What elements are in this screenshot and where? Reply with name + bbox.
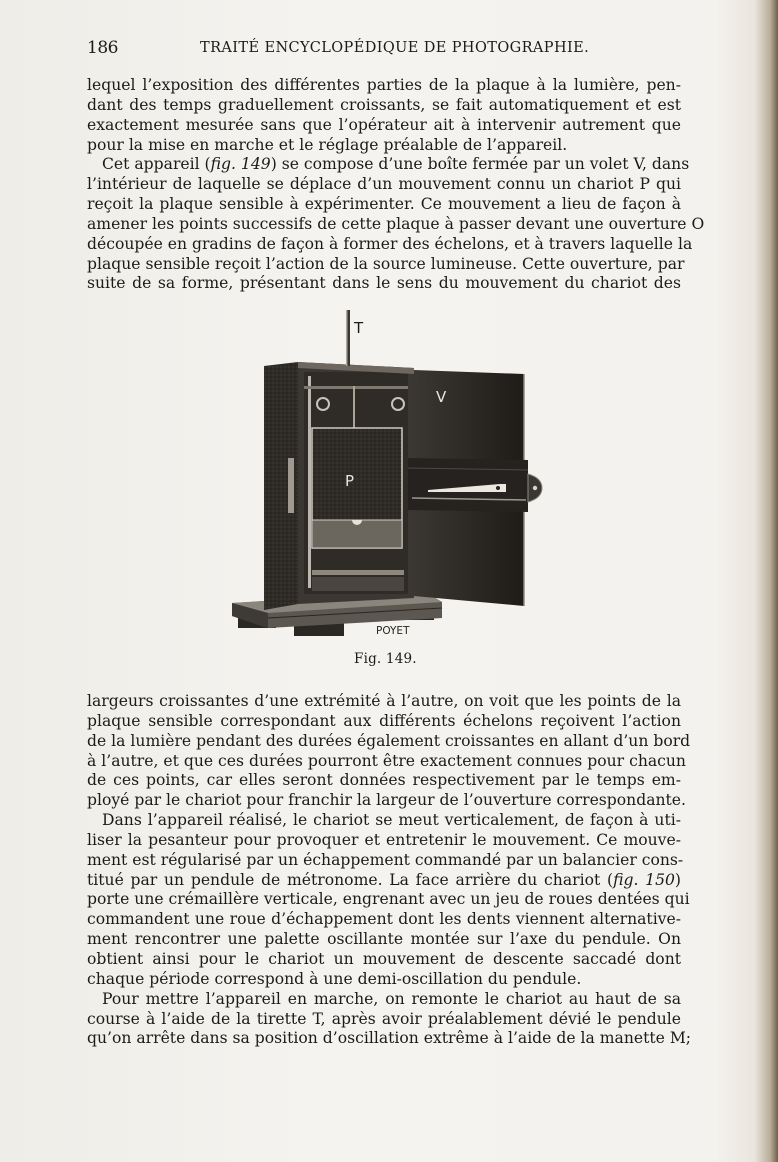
- text-line: à l’autre, et que ces durées pourront être exactement connues pour chacun: [87, 751, 686, 770]
- cabinet-box: [264, 362, 414, 610]
- text-line: pour la mise en marche et le réglage préalable de l’appareil.: [87, 135, 568, 154]
- label-volet: V: [436, 388, 447, 406]
- text-line: [87, 871, 681, 891]
- text-line: [87, 155, 690, 175]
- figure-149-illustration: [228, 298, 548, 643]
- text-line: Dans l’appareil réalisé, le chariot se meut verticalement, de façon à uti-: [102, 811, 681, 830]
- figure-reference: fig. 150: [613, 870, 675, 889]
- tirette-rod: [346, 310, 350, 366]
- text-line: amener les points successifs de cette plaque à passer devant une ouverture O: [87, 214, 705, 233]
- text-line: obtient ainsi pour le chariot un mouvement de descente saccadé dont: [87, 949, 681, 968]
- text-span: titué par un pendule de métronome. La face arrière du chariot (: [87, 870, 614, 889]
- text-line: Pour mettre l’appareil en marche, on remonte le chariot au haut de sa: [102, 989, 681, 1008]
- text-line: qu’on arrête dans sa position d’oscillation extrême à l’aide de la manette M;: [87, 1029, 692, 1048]
- text-line: plaque sensible reçoit l’action de la source lumineuse. Cette ouverture, par: [87, 254, 685, 273]
- text-line: ment rencontrer une palette oscillante montée sur l’axe du pendule. On: [87, 930, 681, 949]
- text-span: Cet appareil (: [102, 155, 211, 174]
- text-line: largeurs croissantes d’une extrémité à l’autre, on voit que les points de la: [87, 692, 681, 710]
- text-line: chaque période correspond à une demi-oscillation du pendule.: [87, 969, 582, 988]
- apparatus-engraving: [228, 298, 548, 643]
- text-line: plaque sensible correspondant aux différents échelons reçoivent l’action: [87, 711, 681, 730]
- door-volet: [408, 370, 542, 606]
- label-chariot: P: [345, 472, 355, 490]
- text-block-top: [87, 76, 705, 294]
- text-line: ment est régularisé par un échappement commandé par un balancier cons-: [87, 850, 684, 869]
- text-line: l’intérieur de laquelle se déplace d’un mouvement connu un chariot P qui: [87, 175, 681, 194]
- figure-caption: Fig. 149.: [354, 651, 417, 667]
- text-line: commandent une roue d’échappement dont les dents viennent alternative-: [87, 910, 681, 929]
- figure-reference: fig. 149: [210, 155, 271, 174]
- text-line: reçoit la plaque sensible à expérimenter. Ce mouvement a lieu de façon à: [87, 195, 681, 214]
- page-number: 186: [87, 38, 118, 58]
- text-line: ployé par le chariot pour franchir la largeur de l’ouverture correspondante.: [87, 791, 686, 810]
- label-tirette: T: [354, 319, 364, 337]
- text-line: dant des temps graduellement croissants, se fait automatiquement et est: [87, 95, 681, 114]
- text-line: exactement mesurée sans que l’opérateur ait à intervenir autrement que: [87, 115, 681, 134]
- text-span: ): [674, 870, 682, 889]
- text-line: de la lumière pendant des durées également croissantes en allant d’un bord: [87, 731, 691, 750]
- text-block-bottom: [87, 692, 692, 1049]
- engraver-signature: POYET: [376, 625, 410, 637]
- text-line: de ces points, car elles seront données respectivement par le temps em-: [87, 771, 681, 790]
- running-title: TRAITÉ ENCYCLOPÉDIQUE DE PHOTOGRAPHIE.: [200, 40, 590, 56]
- text-line: suite de sa forme, présentant dans le sens du mouvement du chariot des: [87, 274, 681, 293]
- text-span: ) se compose d’une boîte fermée par un volet V, dans: [270, 155, 690, 174]
- text-line: liser la pesanteur pour provoquer et entretenir le mouvement. Ce mouve-: [87, 830, 681, 849]
- text-line: course à l’aide de la tirette T, après avoir préalablement dévié le pendule: [87, 1009, 681, 1028]
- page-header: [87, 38, 687, 60]
- text-line: lequel l’exposition des différentes parties de la plaque à la lumière, pen-: [87, 76, 681, 94]
- text-line: porte une crémaillère verticale, engrenant avec un jeu de roues dentées qui: [87, 890, 690, 909]
- text-line: découpée en gradins de façon à former des échelons, et à travers laquelle la: [87, 234, 693, 253]
